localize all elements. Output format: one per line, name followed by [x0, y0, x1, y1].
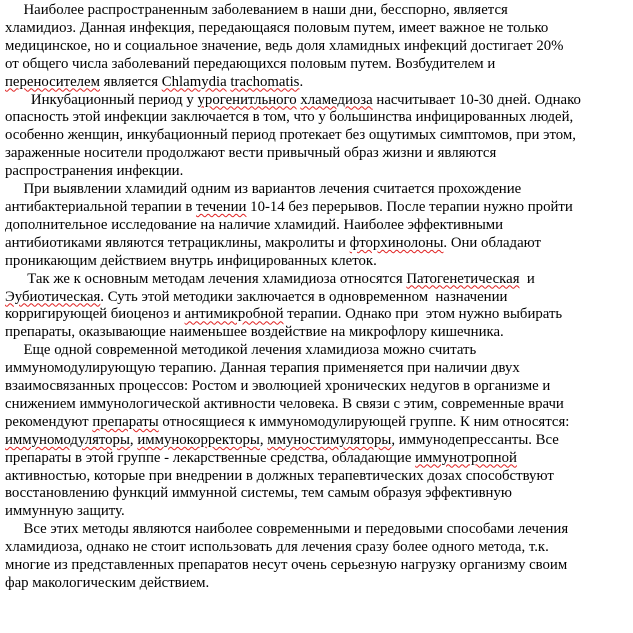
text-line	[5, 2, 627, 20]
text-line	[5, 253, 627, 271]
text-line	[5, 450, 627, 468]
paragraph	[5, 271, 627, 343]
paragraph	[5, 2, 627, 92]
misspelled-word: Эубиотическая	[5, 288, 101, 305]
text-line	[5, 20, 627, 38]
text-line	[5, 324, 627, 342]
text-segment: медицинское, но и социальное значение, ведь доля хламидных инфекций достигает 20%	[5, 37, 564, 54]
text-segment: проникающим действием внутрь инфицированных клеток.	[5, 252, 377, 269]
text-line	[5, 360, 627, 378]
text-segment: хламидиоза, однако не стоит использовать для лечения сразу более одного метода, т.к.	[5, 539, 549, 556]
text-segment: антибактериальной терапии в	[5, 198, 197, 215]
text-segment: Инкубационный период у	[5, 91, 198, 108]
text-segment: активностью, которые при внедрении в должных терапевтических дозах способствуют	[5, 467, 554, 484]
text-line	[5, 306, 627, 324]
misspelled-word: Chlamydia	[161, 73, 227, 90]
text-segment: Так же к основным методам лечения хламидиоза относятся	[5, 270, 407, 287]
text-segment: снижением иммунологической активности человека. В связи с этим, современные врачи	[5, 395, 564, 412]
text-segment: антибиотиками являются тетрациклины, макролиты и	[5, 234, 350, 251]
paragraph	[5, 521, 627, 593]
text-segment: является	[99, 73, 162, 90]
paragraph	[5, 342, 627, 521]
text-segment: хламидиоз. Данная инфекция, передающаяся половым путем, имеет важное не только	[5, 19, 549, 36]
text-line	[5, 521, 627, 539]
text-segment: , иммунодепрессанты. Все	[391, 431, 559, 448]
text-segment: препараты, оказывающие наименьшее воздействие на микрофлору кишечника.	[5, 324, 504, 341]
text-segment: многие из представленных препаратов несут очень серьезную нагрузку организму своим	[5, 557, 568, 574]
text-segment: иммуномодулирующую терапию. Данная терапия применяется при наличии двух	[5, 360, 520, 377]
text-segment: корригирующей биоценоз и	[5, 306, 185, 323]
misspelled-word: антимикробной	[184, 306, 284, 323]
text-segment: насчитывает 10-30 дней. Однако	[372, 91, 581, 108]
text-segment: фар макологическим действием.	[5, 575, 210, 591]
text-segment: и	[519, 270, 535, 287]
text-line	[5, 56, 627, 74]
text-segment: особенно женщин, инкубационный период протекает без ощутимых симптомов, при этом,	[5, 127, 576, 144]
text-segment: . Суть этой методики заключается в одновременном назначении	[100, 288, 508, 305]
text-line	[5, 74, 627, 92]
text-segment: ,	[129, 431, 138, 448]
text-line	[5, 92, 627, 110]
text-line	[5, 539, 627, 557]
text-segment: 10-14 без перерывов. После терапии нужно пройти	[246, 198, 573, 215]
text-line	[5, 217, 627, 235]
text-segment: .	[299, 73, 304, 90]
text-segment: иммунную защиту.	[5, 503, 125, 520]
text-line	[5, 557, 627, 575]
paragraph	[5, 92, 627, 182]
text-line	[5, 145, 627, 163]
text-segment: При выявлении хламидий одним из вариантов лечения считается прохождение	[5, 181, 522, 198]
text-line	[5, 432, 627, 450]
text-segment: . Они обладают	[443, 234, 541, 251]
paragraph	[5, 181, 627, 271]
text-segment: опасность этой инфекции заключается в том, что у большинства инфицированных людей,	[5, 109, 574, 126]
misspelled-word: фторхинолоны	[349, 234, 444, 251]
misspelled-word: иммунокорректоры	[137, 431, 260, 448]
text-line	[5, 342, 627, 360]
misspelled-word: урогенитльного	[197, 91, 297, 108]
text-segment: зараженные носители продолжают вести привычный образ жизни и являются	[5, 145, 497, 162]
text-segment: восстановлению функций иммунной системы, тем самым образуя эффективную	[5, 485, 512, 502]
misspelled-word: хламедиоза	[300, 91, 373, 108]
text-line	[5, 378, 627, 396]
text-line	[5, 38, 627, 56]
text-line	[5, 468, 627, 486]
text-line	[5, 271, 627, 289]
text-segment: Еще одной современной методикой лечения хламидиоза можно считать	[5, 342, 477, 359]
text-segment: терапии. Однако при этом нужно выбирать	[283, 306, 563, 323]
text-line	[5, 575, 627, 593]
misspelled-word: переносителем	[5, 73, 100, 90]
text-segment: Все этих методы являются наиболее современными и передовыми способами лечения	[5, 521, 569, 538]
text-line	[5, 127, 627, 145]
text-segment: Наиболее распространенным заболеванием в наши дни, бесспорно, является	[5, 2, 508, 18]
text-segment: дополнительное исследование на наличие хламидий. Наиболее эффективными	[5, 216, 504, 233]
text-line	[5, 396, 627, 414]
text-segment: препараты в этой группе - лекарственные средства, обладающие	[5, 449, 416, 466]
text-line	[5, 503, 627, 521]
text-line	[5, 235, 627, 253]
text-segment: распространения инфекции.	[5, 163, 184, 180]
misspelled-word: иммуномодуляторы	[5, 431, 130, 448]
misspelled-word: течении	[196, 198, 247, 215]
text-segment: ,	[259, 431, 268, 448]
text-line	[5, 414, 627, 432]
text-line	[5, 109, 627, 127]
text-segment: от общего числа заболеваний передающихся половым путем. Возбудителем и	[5, 55, 496, 72]
text-line	[5, 163, 627, 181]
text-line	[5, 289, 627, 307]
misspelled-word: Патогенетическая	[406, 270, 520, 287]
text-segment: относящиеся к иммуномодулирующей группе. К ним относятся:	[158, 413, 570, 430]
misspelled-word: иммунотропной	[415, 449, 517, 466]
misspelled-word: trachomatis	[230, 73, 300, 90]
misspelled-word: ммуностимуляторы	[267, 431, 392, 448]
text-segment: рекомендуют	[5, 413, 93, 430]
text-line	[5, 199, 627, 217]
text-line	[5, 181, 627, 199]
text-segment: взаимосвязанных процессов: Ростом и эволюцией хронических недугов в организме и	[5, 378, 551, 395]
misspelled-word: препараты	[92, 413, 159, 430]
text-line	[5, 485, 627, 503]
